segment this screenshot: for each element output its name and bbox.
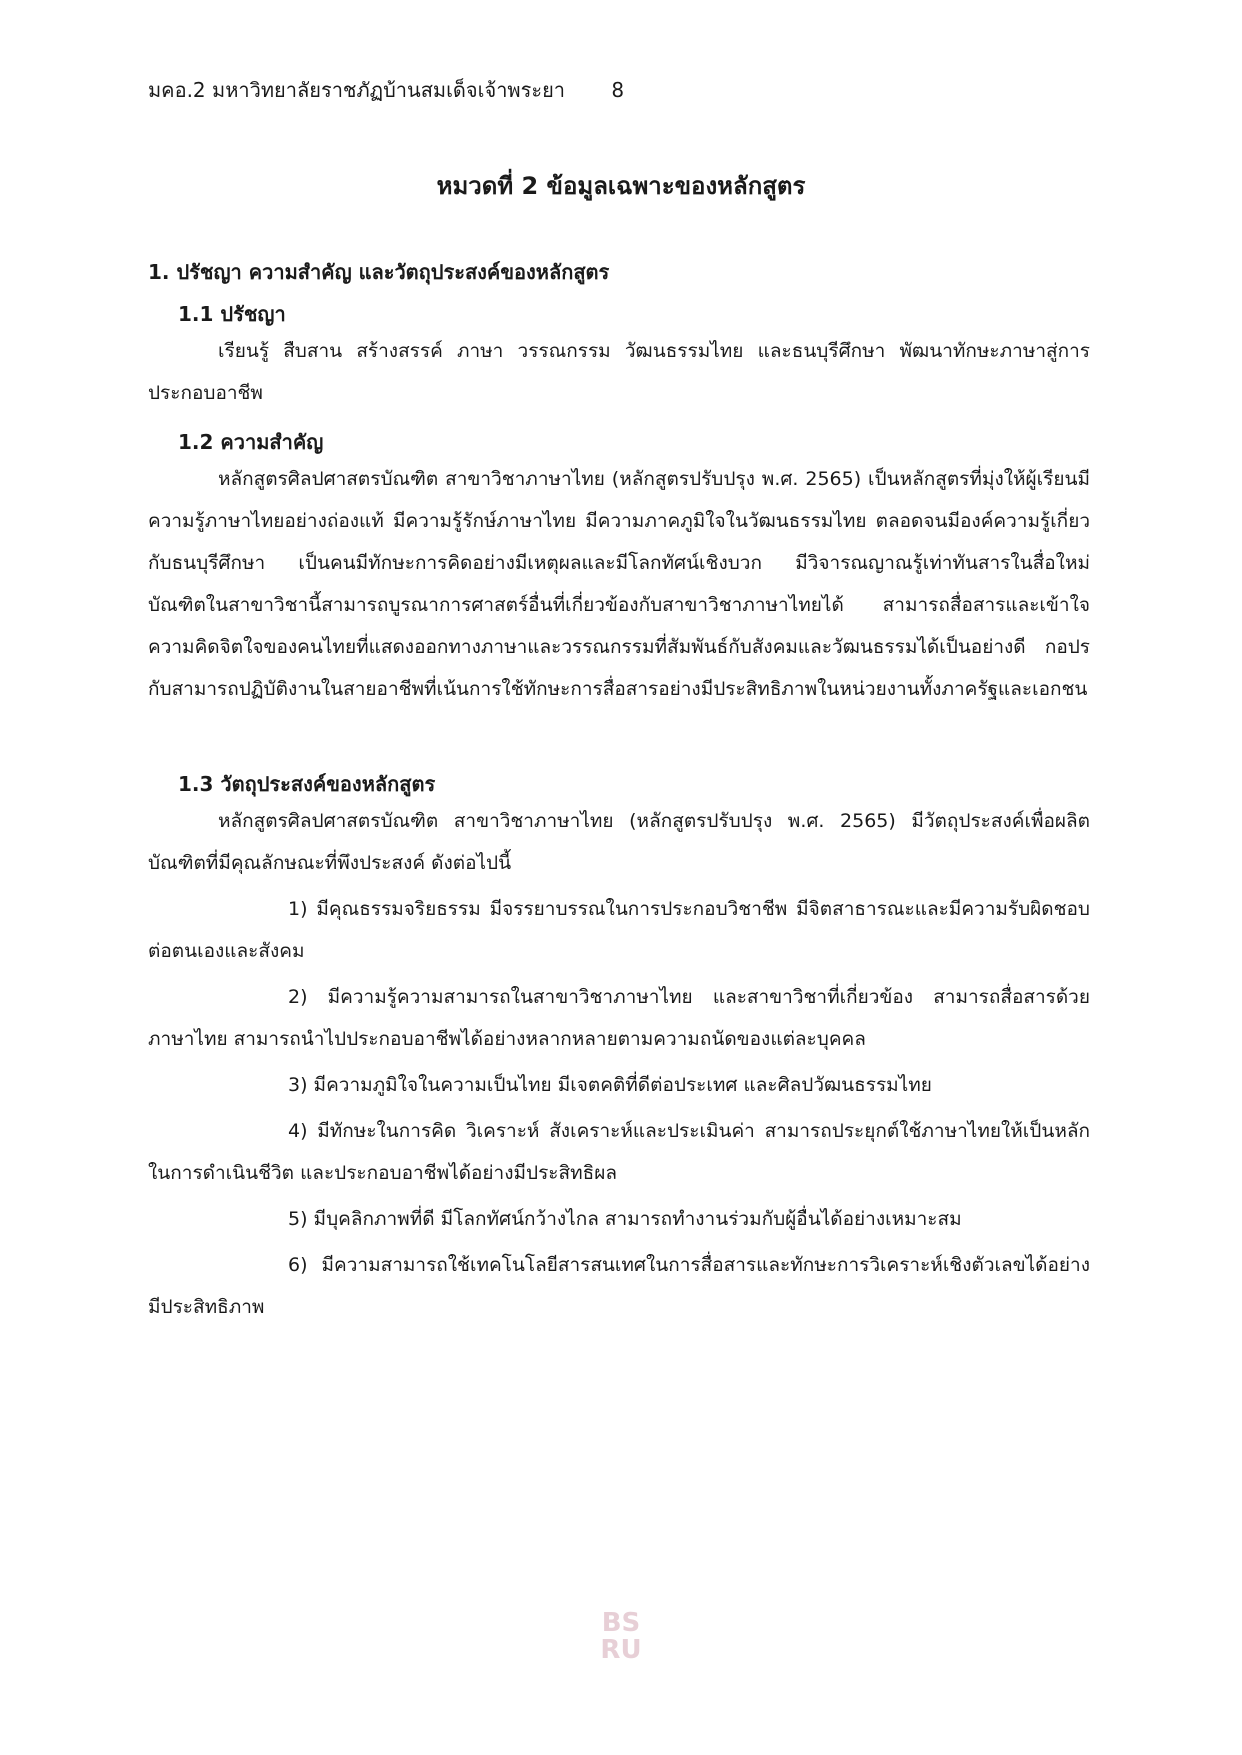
objective-item: 3) มีความภูมิใจในความเป็นไทย มีเจตคติที่ดีต่อประเทศ และศิลปวัฒนธรรมไทย: [288, 1074, 932, 1096]
header-text: มคอ.2 มหาวิทยาลัยราชภัฏบ้านสมเด็จเจ้าพระยา: [148, 78, 566, 102]
philosophy-text: เรียนรู้ สืบสาน สร้างสรรค์ ภาษา วรรณกรรม วัฒนธรรมไทย และธนบุรีศึกษา พัฒนาทักษะภาษาสู่การประกอบอาชีพ: [148, 340, 1090, 404]
objective-item: 5) มีบุคลิกภาพที่ดี มีโลกทัศน์กว้างไกล สามารถทำงานร่วมกับผู้อื่นได้อย่างเหมาะสม: [288, 1208, 962, 1230]
objectives-intro-text: หลักสูตรศิลปศาสตรบัณฑิต สาขาวิชาภาษาไทย (หลักสูตรปรับปรุง พ.ศ. 2565) มีวัตถุประสงค์เพื่อผลิตบัณฑิตที่มีคุณลักษณะที่พึงประสงค์ ดังต่อไปนี้: [148, 810, 1090, 874]
page-header: [148, 74, 624, 106]
bsru-watermark-logo: [592, 1605, 650, 1661]
significance-paragraph: [148, 458, 1090, 710]
philosophy-paragraph: [148, 330, 1090, 414]
objective-item: 4) มีทักษะในการคิด วิเคราะห์ สังเคราะห์และประเมินค่า สามารถประยุกต์ใช้ภาษาไทยให้เป็นหลักในการดำเนินชีวิต และประกอบอาชีพได้อย่างมีประสิทธิผล: [148, 1120, 1090, 1184]
objective-item: 6) มีความสามารถใช้เทคโนโลยีสารสนเทศในการสื่อสารและทักษะการวิเคราะห์เชิงตัวเลขได้อย่างมีประสิทธิภาพ: [148, 1254, 1090, 1318]
section-1-1-heading: 1.1 ปรัชญา: [178, 302, 286, 326]
svg-text:BS: BS: [601, 1608, 641, 1638]
section-1-2-heading: 1.2 ความสำคัญ: [178, 430, 324, 454]
objective-item: 2) มีความรู้ความสามารถในสาขาวิชาภาษาไทย และสาขาวิชาที่เกี่ยวข้อง สามารถสื่อสารด้วยภาษาไทย สามารถนำไปประกอบอาชีพได้อย่างหลากหลายตามความถนัดของแต่ละบุคคล: [148, 986, 1090, 1050]
chapter-title: หมวดที่ 2 ข้อมูลเฉพาะของหลักสูตร: [436, 172, 806, 200]
svg-text:RU: RU: [600, 1635, 642, 1661]
objective-item: 1) มีคุณธรรมจริยธรรม มีจรรยาบรรณในการประกอบวิชาชีพ มีจิตสาธารณะและมีความรับผิดชอบต่อตนเองและสังคม: [148, 898, 1090, 962]
significance-text: หลักสูตรศิลปศาสตรบัณฑิต สาขาวิชาภาษาไทย (หลักสูตรปรับปรุง พ.ศ. 2565) เป็นหลักสูตรที่มุ่งให้ผู้เรียนมีความรู้ภาษาไทยอย่างถ่องแท้ มีความรู้รักษ์ภาษาไทย มีความภาคภูมิใจในวัฒนธรรมไทย ตลอดจนมีองค์ความรู้เกี่ยวกับธนบุรีศึกษา เป็นคนมีทักษะการคิดอย่างมีเหตุผลและมีโลกทัศน์เชิงบวก มีวิจารณญาณรู้เท่าทันสารในสื่อใหม่ บัณฑิตในสาขาวิชานี้สามารถบูรณาการศาสตร์อื่นที่เกี่ยวข้องกับสาขาวิชาภาษาไทยได้ สามารถสื่อสารและเข้าใจความคิดจิตใจของคนไทยที่แสดงออกทางภาษาและวรรณกรรมที่สัมพันธ์กับสังคมและวัฒนธรรมได้เป็นอย่างดี กอปรกับสามารถปฏิบัติงานในสายอาชีพที่เน้นการใช้ทักษะการสื่อสารอย่างมีประสิทธิภาพในหน่วยงานทั้งภาครัฐและเอกชน: [148, 468, 1090, 700]
page-number: 8: [611, 78, 625, 102]
objectives-intro: [148, 800, 1090, 884]
section-1-heading: 1. ปรัชญา ความสำคัญ และวัตถุประสงค์ของหลักสูตร: [148, 260, 610, 284]
section-1-3-heading: 1.3 วัตถุประสงค์ของหลักสูตร: [178, 772, 436, 796]
